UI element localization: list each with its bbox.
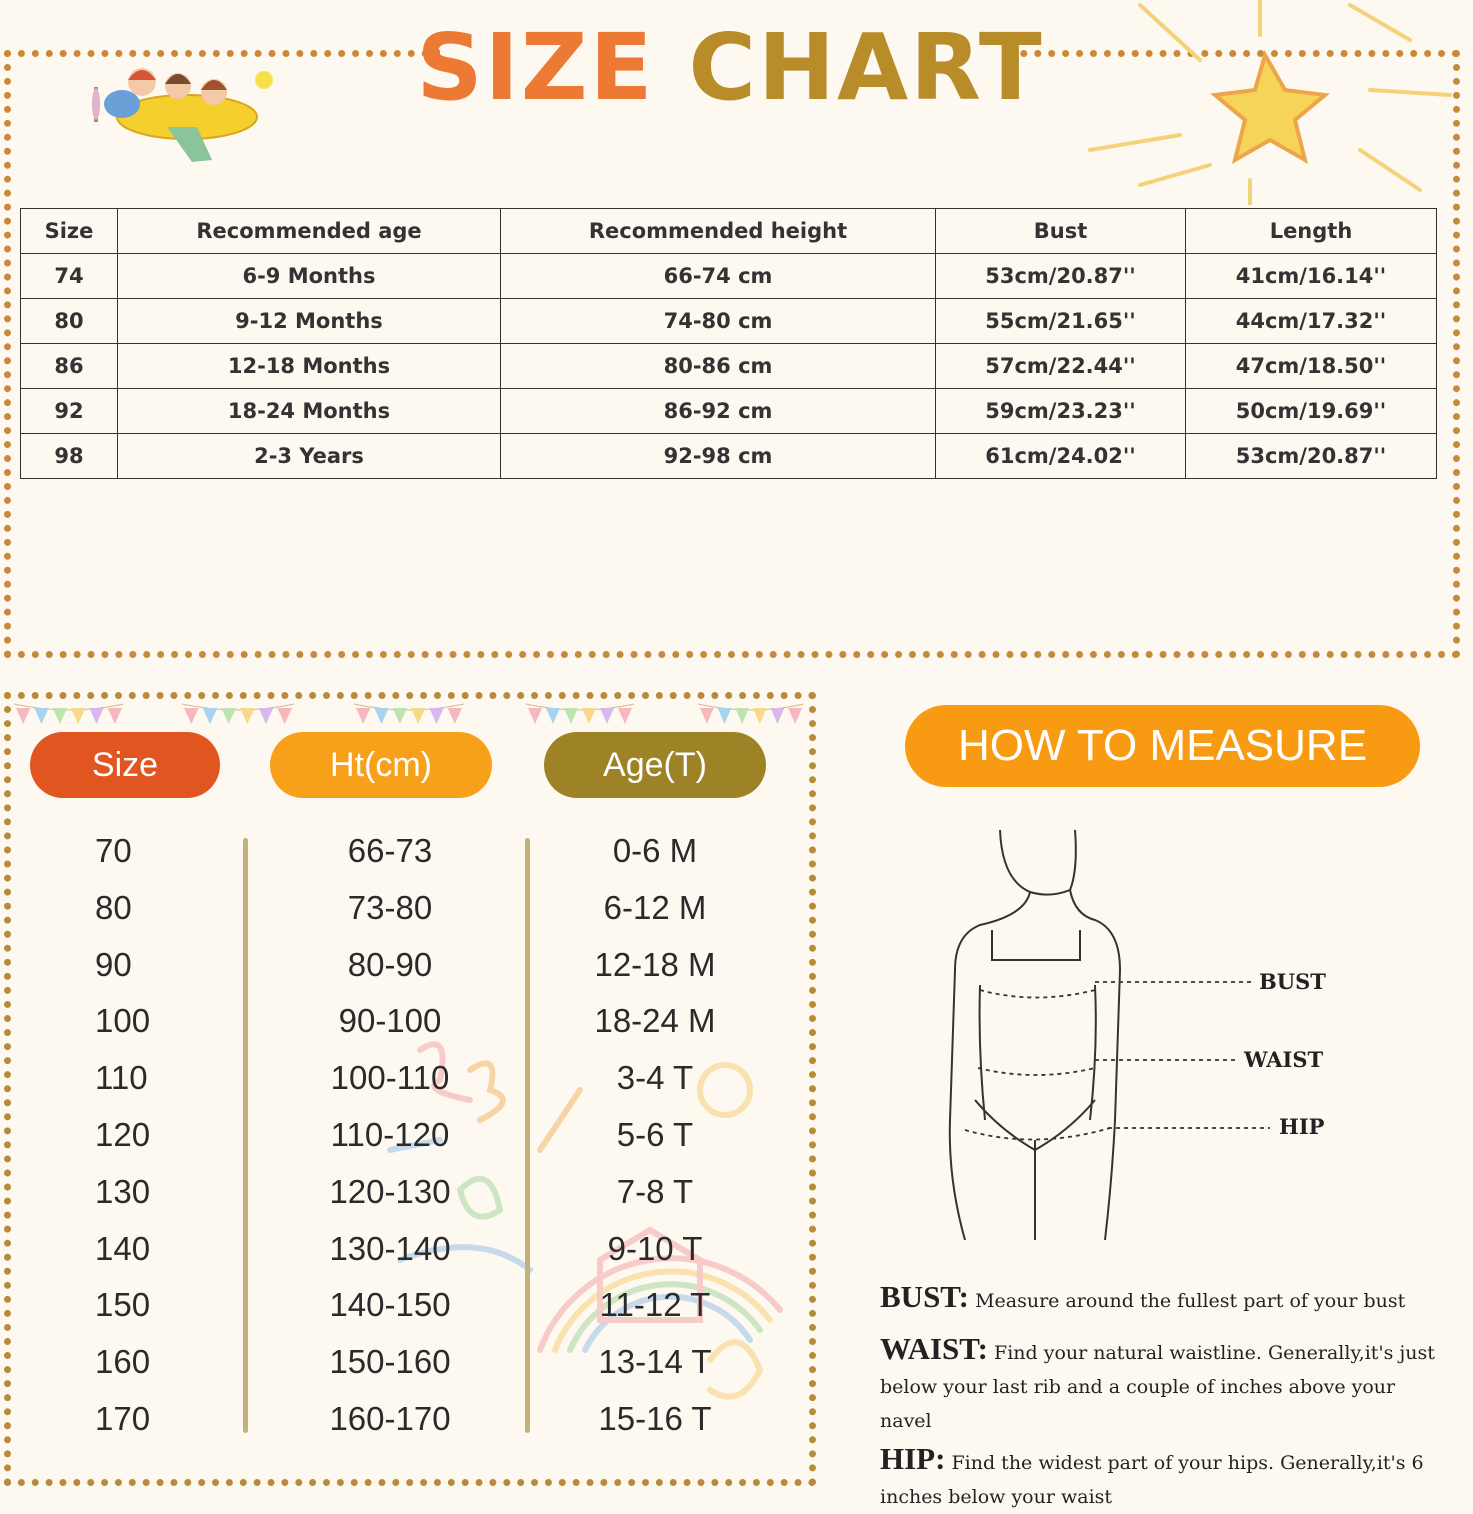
age-value: 12-18 M [594,945,716,983]
age-value: 18-24 M [594,1002,716,1040]
bunting-flag [771,708,785,724]
table-row [21,299,1437,344]
height-value: 120-130 [329,1172,451,1210]
hip-term: HIP: [880,1441,946,1476]
cell-age: 9-12 Months [118,299,501,344]
cell-age: 18-24 Months [118,389,501,434]
cell-size: 92 [21,389,118,434]
size-value: 70 [95,832,132,869]
waist-term: WAIST: [880,1331,988,1366]
cell-size: 86 [21,344,118,389]
column-divider [525,838,530,1433]
cell-size: 80 [21,299,118,344]
bunting-flag [374,708,388,724]
age-value: 13-14 T [598,1343,712,1381]
age-value: 9-10 T [607,1229,703,1267]
bunting-flag [448,708,462,724]
height-value: 150-160 [329,1343,451,1381]
bust-description: Measure around the fullest part of your bust [975,1290,1406,1312]
bunting-flag [16,708,30,724]
age-value: 5-6 T [616,1115,694,1153]
height-value: 130-140 [329,1229,451,1267]
cell-length: 47cm/18.50'' [1186,344,1437,389]
cell-length: 41cm/16.14'' [1186,254,1437,299]
table-header-row [21,209,1437,254]
header-length: Length [1186,209,1437,254]
cell-age: 2-3 Years [118,434,501,479]
height-value: 140-150 [329,1286,451,1324]
height-value: 90-100 [338,1002,442,1040]
bust-label: BUST [1259,969,1326,994]
bunting-flag [546,708,560,724]
bunting-flag [582,708,596,724]
cell-height: 66-74 cm [501,254,936,299]
height-value: 80-90 [347,945,433,983]
body-outline-figure [930,820,1350,1250]
height-value: 66-73 [347,832,433,869]
title-word-1: SIZE [416,14,655,121]
cell-bust: 57cm/22.44'' [936,344,1186,389]
waist-label: WAIST [1244,1047,1324,1072]
title-word-2: CHART [688,14,1044,121]
bust-term: BUST: [880,1279,970,1314]
bunting-flag [221,708,236,724]
column-divider [243,838,248,1433]
bunting-flag [34,708,48,724]
bunting-flag [71,708,85,724]
bunting-flag [618,708,632,724]
bunting-flag [108,708,122,724]
bunting-flag [753,708,767,724]
cell-age: 12-18 Months [118,344,501,389]
age-value: 6-12 M [603,888,707,926]
bunting-flag [528,708,542,724]
age-value: 15-16 T [598,1399,712,1437]
cell-length: 50cm/19.69'' [1186,389,1437,434]
table-row [21,254,1437,299]
size-value: 150 [95,1286,151,1324]
page-title [416,14,1044,121]
cell-size: 74 [21,254,118,299]
cell-height: 74-80 cm [501,299,936,344]
bunting-flag [89,708,103,724]
size-table [20,208,1437,479]
cell-bust: 59cm/23.23'' [936,389,1186,434]
hip-label: HIP [1279,1114,1325,1139]
header-size: Size [21,209,118,254]
size-value: 120 [95,1115,151,1153]
height-value: 110-120 [330,1115,450,1153]
size-column [95,823,215,1448]
height-column [300,823,480,1448]
hip-description: Find the widest part of your hips. Generally,it's 6 inches below your waist [880,1452,1424,1508]
size-value: 90 [95,945,132,983]
bunting-flag [564,708,578,724]
header-height: Recommended height [501,209,936,254]
age-value: 11-12 T [599,1286,711,1324]
star-icon [1080,0,1460,205]
bunting-flag [718,708,732,724]
size-value: 80 [95,888,132,926]
size-pill: Size [30,732,220,798]
height-value: 100-110 [330,1059,450,1097]
bunting-flag [735,708,749,724]
age-value: 7-8 T [616,1172,694,1210]
height-pill: Ht(cm) [270,732,492,798]
age-value: 3-4 T [616,1059,694,1097]
height-value: 160-170 [329,1399,451,1437]
size-value: 170 [95,1399,151,1437]
bunting-flag [184,708,199,724]
bunting-flag [429,708,443,724]
size-value: 140 [95,1229,151,1267]
table-row [21,389,1437,434]
bunting-flag [700,708,714,724]
size-value: 160 [95,1343,151,1381]
age-column [560,823,750,1448]
age-pill: Age(T) [544,732,766,798]
bunting-flag [277,708,292,724]
cell-height: 86-92 cm [501,389,936,434]
measure-descriptions [880,1280,1450,1514]
bunting-flag [600,708,614,724]
age-value: 0-6 M [612,832,698,869]
bunting-flag [240,708,255,724]
cell-age: 6-9 Months [118,254,501,299]
cell-bust: 61cm/24.02'' [936,434,1186,479]
size-value: 110 [95,1059,148,1097]
cell-length: 53cm/20.87'' [1186,434,1437,479]
bunting-flag [788,708,802,724]
header-bust: Bust [936,209,1186,254]
bunting-flag [356,708,370,724]
table-row [21,344,1437,389]
cell-bust: 55cm/21.65'' [936,299,1186,344]
bunting-flag [393,708,407,724]
cell-size: 98 [21,434,118,479]
waist-description: Find your natural waistline. Generally,it's just below your last rib and a couple of inches above your navel [880,1342,1435,1432]
cell-bust: 53cm/20.87'' [936,254,1186,299]
bunting-flag [411,708,425,724]
how-to-measure-title: HOW TO MEASURE [905,705,1420,787]
cell-length: 44cm/17.32'' [1186,299,1437,344]
size-value: 130 [95,1172,151,1210]
header-age: Recommended age [118,209,501,254]
cell-height: 92-98 cm [501,434,936,479]
bunting-flag [53,708,67,724]
table-row [21,434,1437,479]
cell-height: 80-86 cm [501,344,936,389]
bunting-flag [203,708,218,724]
height-value: 73-80 [347,888,433,926]
size-value: 100 [95,1002,151,1040]
airplane-kids-illustration [82,42,282,172]
bunting-flag [259,708,274,724]
